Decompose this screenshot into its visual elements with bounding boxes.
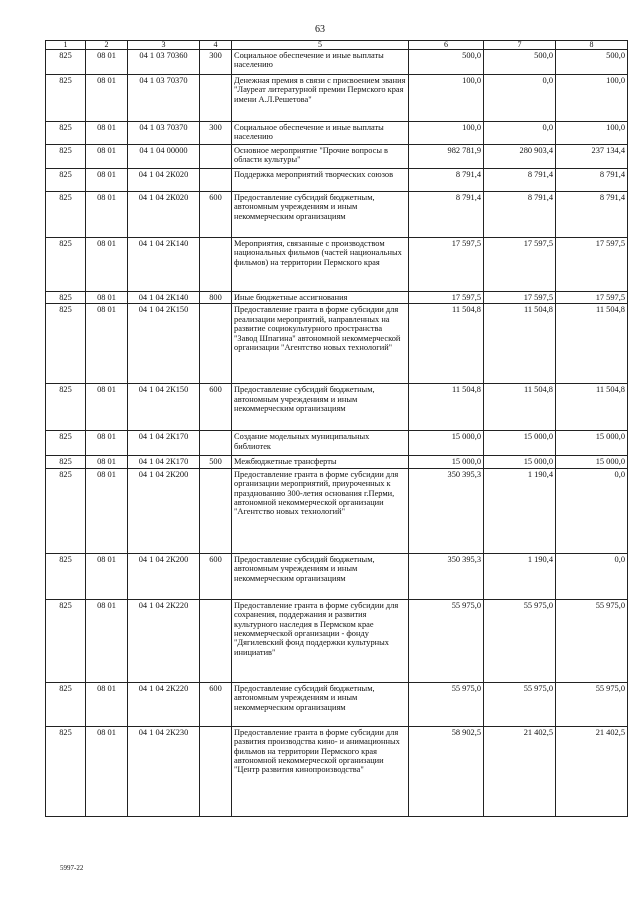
table-cell-c2: 08 01 bbox=[86, 304, 128, 384]
table-cell-v6: 58 902,5 bbox=[409, 726, 484, 816]
table-cell-v7: 8 791,4 bbox=[484, 169, 556, 192]
column-header: 2 bbox=[86, 41, 128, 50]
table-cell-v8: 17 597,5 bbox=[556, 292, 628, 304]
table-row bbox=[46, 50, 628, 75]
table-cell-v6: 15 000,0 bbox=[409, 456, 484, 468]
table-cell-c4 bbox=[200, 304, 232, 384]
table-cell-c3: 04 1 03 70370 bbox=[128, 122, 200, 145]
table-cell-v6: 982 781,9 bbox=[409, 145, 484, 169]
column-header: 6 bbox=[409, 41, 484, 50]
table-cell-c1: 825 bbox=[46, 292, 86, 304]
table-row bbox=[46, 122, 628, 145]
table-cell-c3: 04 1 03 70370 bbox=[128, 75, 200, 122]
footer-code: 5997-22 bbox=[60, 864, 84, 872]
table-cell-v8: 55 975,0 bbox=[556, 682, 628, 726]
table-cell-v8: 8 791,4 bbox=[556, 169, 628, 192]
table-cell-name: Предоставление гранта в форме субсидии для организации мероприятий, приуроченных к празднованию 300-летия основания г.Перми, автономной некоммерческой организации "Агентство новых технологий" bbox=[232, 468, 409, 553]
table-cell-c1: 825 bbox=[46, 599, 86, 682]
table-cell-v8: 237 134,4 bbox=[556, 145, 628, 169]
table-cell-c1: 825 bbox=[46, 431, 86, 456]
table-cell-v8: 21 402,5 bbox=[556, 726, 628, 816]
table-cell-name: Денежная премия в связи с присвоением звания "Лауреат литературной премии Пермского края имени А.Л.Решетова" bbox=[232, 75, 409, 122]
table-cell-c4 bbox=[200, 468, 232, 553]
table-cell-v8: 0,0 bbox=[556, 468, 628, 553]
table-cell-name: Основное мероприятие "Прочие вопросы в области культуры" bbox=[232, 145, 409, 169]
table-cell-c2: 08 01 bbox=[86, 553, 128, 599]
table-cell-v7: 15 000,0 bbox=[484, 431, 556, 456]
table-cell-v6: 15 000,0 bbox=[409, 431, 484, 456]
table-cell-c3: 04 1 04 2К200 bbox=[128, 468, 200, 553]
table-cell-name: Предоставление субсидий бюджетным, автономным учреждениям и иным некоммерческим организациям bbox=[232, 553, 409, 599]
table-cell-v6: 100,0 bbox=[409, 75, 484, 122]
table-cell-c1: 825 bbox=[46, 50, 86, 75]
column-header: 7 bbox=[484, 41, 556, 50]
table-cell-v7: 1 190,4 bbox=[484, 553, 556, 599]
table-cell-c2: 08 01 bbox=[86, 122, 128, 145]
table-cell-v6: 11 504,8 bbox=[409, 384, 484, 431]
table-cell-v8: 100,0 bbox=[556, 75, 628, 122]
table-cell-v7: 8 791,4 bbox=[484, 192, 556, 238]
table-row bbox=[46, 292, 628, 304]
table-cell-c3: 04 1 04 2К020 bbox=[128, 192, 200, 238]
table-cell-name: Иные бюджетные ассигнования bbox=[232, 292, 409, 304]
table-cell-c4: 300 bbox=[200, 50, 232, 75]
table-cell-name: Поддержка мероприятий творческих союзов bbox=[232, 169, 409, 192]
table-row bbox=[46, 192, 628, 238]
table-cell-name: Предоставление субсидий бюджетным, автономным учреждениям и иным некоммерческим организациям bbox=[232, 384, 409, 431]
table-cell-name: Социальное обеспечение и иные выплаты населению bbox=[232, 50, 409, 75]
table-row bbox=[46, 682, 628, 726]
table-cell-c3: 04 1 04 2К170 bbox=[128, 431, 200, 456]
table-cell-c1: 825 bbox=[46, 553, 86, 599]
table-cell-name: Создание модельных муниципальных библиотек bbox=[232, 431, 409, 456]
table-cell-name: Предоставление гранта в форме субсидии для реализации мероприятий, направленных на развитие социокультурного пространства "Завод Шпагина" автономной некоммерческой организации "Агентство новых технологий" bbox=[232, 304, 409, 384]
table-cell-v7: 15 000,0 bbox=[484, 456, 556, 468]
table-cell-c4: 600 bbox=[200, 553, 232, 599]
table-cell-c1: 825 bbox=[46, 192, 86, 238]
table-cell-c3: 04 1 04 2К140 bbox=[128, 238, 200, 292]
table-cell-v7: 1 190,4 bbox=[484, 468, 556, 553]
table-cell-c4 bbox=[200, 238, 232, 292]
table-cell-c3: 04 1 03 70360 bbox=[128, 50, 200, 75]
table-cell-c3: 04 1 04 00000 bbox=[128, 145, 200, 169]
table-cell-v8: 15 000,0 bbox=[556, 431, 628, 456]
column-header: 1 bbox=[46, 41, 86, 50]
table-cell-c1: 825 bbox=[46, 682, 86, 726]
table-cell-v7: 17 597,5 bbox=[484, 292, 556, 304]
table-cell-c1: 825 bbox=[46, 726, 86, 816]
table-cell-c2: 08 01 bbox=[86, 169, 128, 192]
table-cell-c3: 04 1 04 2К020 bbox=[128, 169, 200, 192]
table-cell-c4: 800 bbox=[200, 292, 232, 304]
table-cell-c1: 825 bbox=[46, 75, 86, 122]
budget-table bbox=[45, 40, 628, 817]
table-cell-v7: 55 975,0 bbox=[484, 599, 556, 682]
table-cell-c4: 600 bbox=[200, 384, 232, 431]
table-cell-v6: 17 597,5 bbox=[409, 292, 484, 304]
table-cell-c2: 08 01 bbox=[86, 682, 128, 726]
table-cell-v8: 500,0 bbox=[556, 50, 628, 75]
table-cell-v7: 21 402,5 bbox=[484, 726, 556, 816]
table-cell-c4 bbox=[200, 75, 232, 122]
table-cell-name: Предоставление субсидий бюджетным, автономным учреждениям и иным некоммерческим организациям bbox=[232, 192, 409, 238]
column-header: 5 bbox=[232, 41, 409, 50]
table-row bbox=[46, 456, 628, 468]
table-cell-c1: 825 bbox=[46, 238, 86, 292]
table-cell-c2: 08 01 bbox=[86, 384, 128, 431]
table-cell-c4 bbox=[200, 726, 232, 816]
table-cell-c1: 825 bbox=[46, 169, 86, 192]
table-cell-c3: 04 1 04 2К150 bbox=[128, 384, 200, 431]
table-cell-v6: 100,0 bbox=[409, 122, 484, 145]
table-cell-c2: 08 01 bbox=[86, 292, 128, 304]
table-cell-name: Предоставление субсидий бюджетным, автономным учреждениям и иным некоммерческим организациям bbox=[232, 682, 409, 726]
table-cell-name: Предоставление гранта в форме субсидии для сохранения, поддержания и развития культурного наследия в Пермском крае некоммерческой организации - фонду "Дягилевский фонд поддержки культурных инициатив" bbox=[232, 599, 409, 682]
table-cell-v8: 15 000,0 bbox=[556, 456, 628, 468]
table-cell-c4: 600 bbox=[200, 192, 232, 238]
table-cell-v6: 8 791,4 bbox=[409, 169, 484, 192]
table-cell-v7: 0,0 bbox=[484, 122, 556, 145]
column-header: 4 bbox=[200, 41, 232, 50]
table-cell-v6: 350 395,3 bbox=[409, 468, 484, 553]
table-cell-c3: 04 1 04 2К150 bbox=[128, 304, 200, 384]
table-cell-v7: 0,0 bbox=[484, 75, 556, 122]
table-row bbox=[46, 468, 628, 553]
table-row bbox=[46, 145, 628, 169]
table-cell-name: Межбюджетные трансферты bbox=[232, 456, 409, 468]
table-cell-c2: 08 01 bbox=[86, 50, 128, 75]
table-cell-c1: 825 bbox=[46, 145, 86, 169]
table-cell-c2: 08 01 bbox=[86, 192, 128, 238]
table-cell-v8: 11 504,8 bbox=[556, 304, 628, 384]
table-cell-v7: 55 975,0 bbox=[484, 682, 556, 726]
table-cell-v7: 500,0 bbox=[484, 50, 556, 75]
column-header: 3 bbox=[128, 41, 200, 50]
table-cell-v6: 11 504,8 bbox=[409, 304, 484, 384]
table-cell-name: Социальное обеспечение и иные выплаты населению bbox=[232, 122, 409, 145]
table-cell-c3: 04 1 04 2К200 bbox=[128, 553, 200, 599]
table-cell-v8: 8 791,4 bbox=[556, 192, 628, 238]
table-cell-v7: 17 597,5 bbox=[484, 238, 556, 292]
table-cell-v6: 350 395,3 bbox=[409, 553, 484, 599]
table-cell-v6: 55 975,0 bbox=[409, 599, 484, 682]
table-cell-v8: 17 597,5 bbox=[556, 238, 628, 292]
table-cell-c4: 300 bbox=[200, 122, 232, 145]
table-cell-c1: 825 bbox=[46, 456, 86, 468]
table-cell-v8: 11 504,8 bbox=[556, 384, 628, 431]
table-cell-c4 bbox=[200, 169, 232, 192]
table-cell-c1: 825 bbox=[46, 122, 86, 145]
table-cell-c4 bbox=[200, 145, 232, 169]
table-cell-c4: 600 bbox=[200, 682, 232, 726]
table-cell-c2: 08 01 bbox=[86, 468, 128, 553]
table-row bbox=[46, 304, 628, 384]
table-row bbox=[46, 726, 628, 816]
header-row bbox=[46, 41, 628, 50]
table-cell-c2: 08 01 bbox=[86, 726, 128, 816]
table-cell-c2: 08 01 bbox=[86, 431, 128, 456]
table-row bbox=[46, 599, 628, 682]
table-cell-c3: 04 1 04 2К170 bbox=[128, 456, 200, 468]
table-row bbox=[46, 431, 628, 456]
table-row bbox=[46, 238, 628, 292]
table-cell-c3: 04 1 04 2К230 bbox=[128, 726, 200, 816]
column-header: 8 bbox=[556, 41, 628, 50]
table-cell-v6: 17 597,5 bbox=[409, 238, 484, 292]
table-cell-c1: 825 bbox=[46, 468, 86, 553]
table-cell-v8: 100,0 bbox=[556, 122, 628, 145]
table-cell-c2: 08 01 bbox=[86, 456, 128, 468]
table-body bbox=[46, 50, 628, 817]
table-cell-name: Предоставление гранта в форме субсидии для развития производства кино- и анимационных фильмов на территории Пермского края автономной некоммерческой организации "Центр развития кинопроизводства" bbox=[232, 726, 409, 816]
table-cell-v7: 11 504,8 bbox=[484, 304, 556, 384]
table-cell-c3: 04 1 04 2К220 bbox=[128, 599, 200, 682]
table-cell-c2: 08 01 bbox=[86, 238, 128, 292]
table-row bbox=[46, 553, 628, 599]
table-cell-v7: 11 504,8 bbox=[484, 384, 556, 431]
table-cell-v6: 55 975,0 bbox=[409, 682, 484, 726]
table-row bbox=[46, 169, 628, 192]
table-cell-v6: 8 791,4 bbox=[409, 192, 484, 238]
table-cell-c4 bbox=[200, 599, 232, 682]
table-cell-c2: 08 01 bbox=[86, 75, 128, 122]
table-cell-c2: 08 01 bbox=[86, 599, 128, 682]
table-cell-v7: 280 903,4 bbox=[484, 145, 556, 169]
table-cell-v6: 500,0 bbox=[409, 50, 484, 75]
table-cell-c4: 500 bbox=[200, 456, 232, 468]
table-row bbox=[46, 75, 628, 122]
table-cell-c4 bbox=[200, 431, 232, 456]
table-cell-v8: 55 975,0 bbox=[556, 599, 628, 682]
table-cell-c1: 825 bbox=[46, 384, 86, 431]
page-number: 63 bbox=[315, 24, 325, 35]
table-cell-v8: 0,0 bbox=[556, 553, 628, 599]
table-cell-c1: 825 bbox=[46, 304, 86, 384]
table-cell-c2: 08 01 bbox=[86, 145, 128, 169]
table-cell-name: Мероприятия, связанные с производством национальных фильмов (частей национальных фильмов) на территории Пермского края bbox=[232, 238, 409, 292]
table-row bbox=[46, 384, 628, 431]
table-cell-c3: 04 1 04 2К220 bbox=[128, 682, 200, 726]
table-cell-c3: 04 1 04 2К140 bbox=[128, 292, 200, 304]
